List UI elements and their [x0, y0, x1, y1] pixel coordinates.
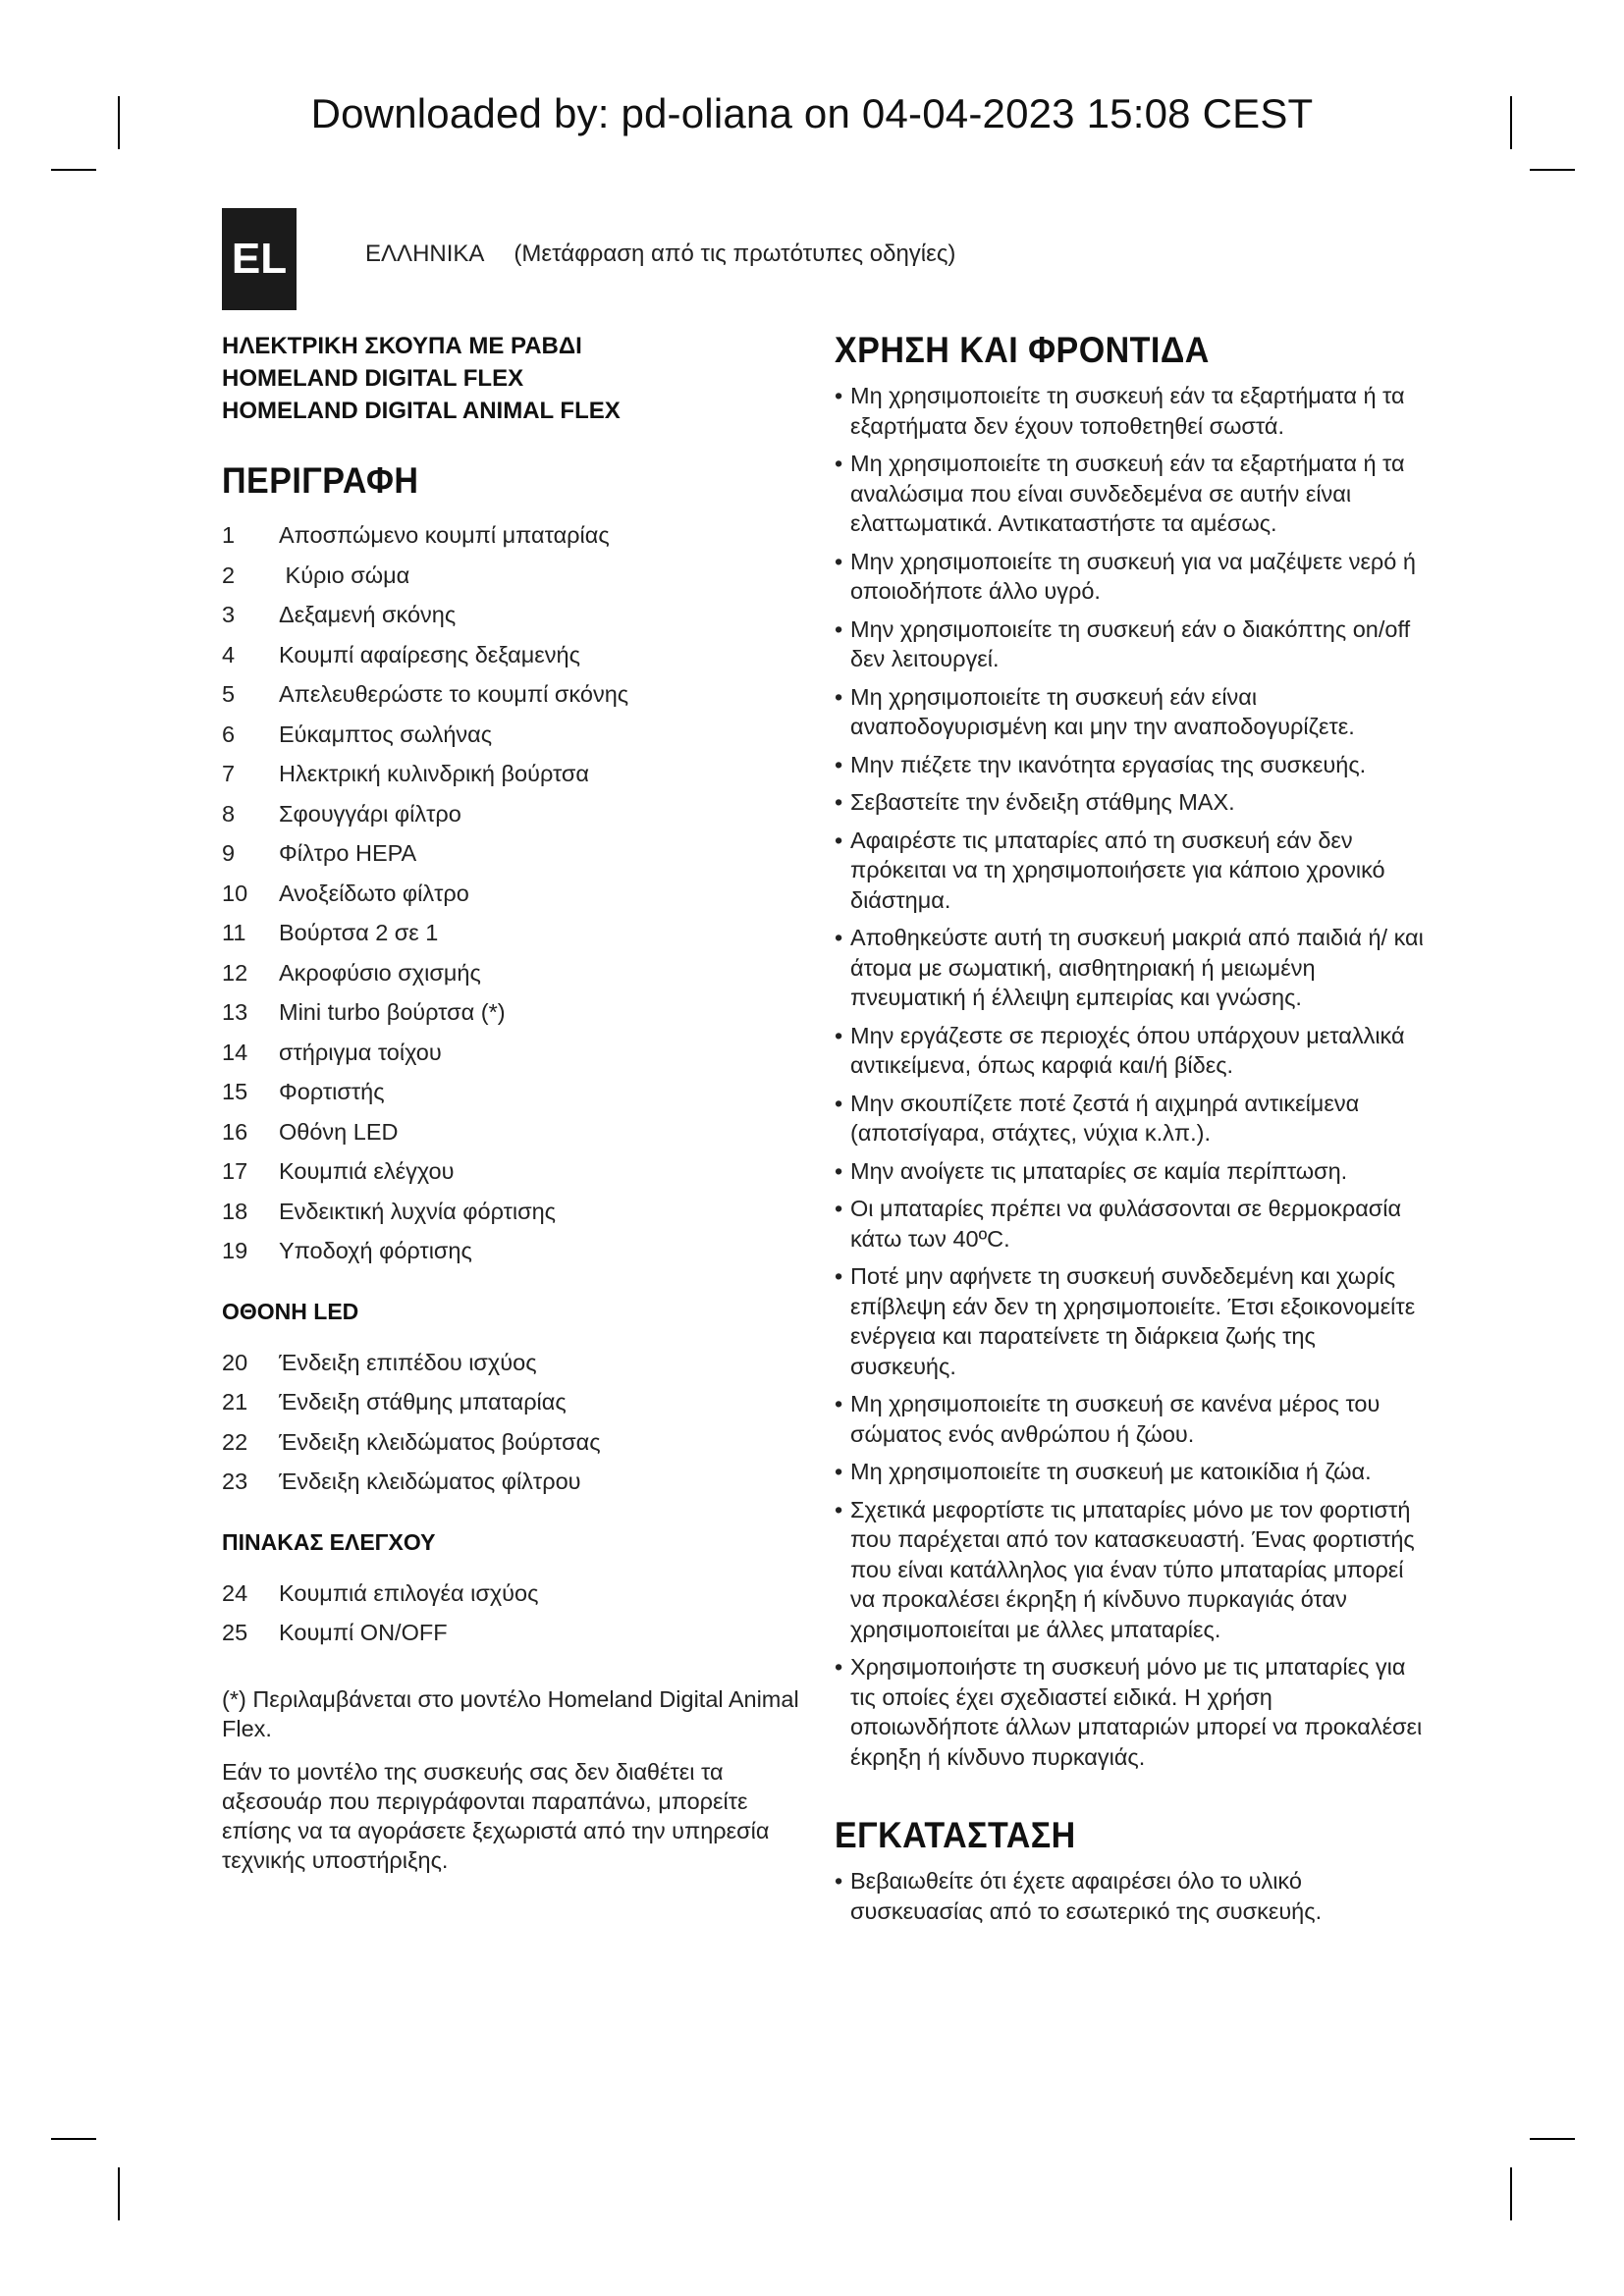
section-title-usage: ΧΡΗΣΗ ΚΑΙ ΦΡΟΝΤΙΔΑ: [835, 330, 1210, 370]
item-number: 7: [222, 761, 236, 786]
item-number: 23: [222, 1468, 248, 1494]
description-list: [222, 515, 811, 1271]
bullet-item: • Μην σκουπίζετε ποτέ ζεστά ή αιχμηρά αντικείμενα (αποτσίγαρα, στάχτες, νύχια κ.λπ.).: [835, 1089, 1424, 1148]
installation-bullet-list: [835, 1866, 1424, 1926]
item-number: 24: [222, 1579, 248, 1606]
item-label: Κουμπιά επιλογέα ισχύος: [279, 1579, 539, 1606]
section-title-led-display: ΟΘΟΝΗ LED: [222, 1298, 359, 1324]
list-item: [222, 913, 811, 953]
bullet-item: • Βεβαιωθείτε ότι έχετε αφαιρέσει όλο το υλικό συσκευασίας από το εσωτερικό της συσκευής.: [835, 1866, 1424, 1926]
item-number: 14: [222, 1039, 248, 1065]
language-name: ΕΛΛΗΝΙΚΑ: [365, 240, 485, 267]
item-label: Απελευθερώστε το κουμπί σκόνης: [279, 681, 629, 707]
item-number: 21: [222, 1389, 248, 1415]
list-item: [222, 1151, 811, 1192]
item-label: Ένδειξη κλειδώματος φίλτρου: [279, 1468, 581, 1494]
item-number: 2: [222, 561, 236, 588]
footnote-asterisk: (*) Περιλαμβάνεται στο μοντέλο Homeland Digital Animal Flex.: [222, 1685, 799, 1741]
bullet-item: • Αφαιρέστε τις μπαταρίες από τη συσκευή εάν δεν πρόκειται να τη χρησιμοποιήσετε για κάποιο χρονικό διάστημα.: [835, 826, 1424, 916]
list-item: [222, 1033, 811, 1073]
list-item: [222, 754, 811, 794]
list-item: [222, 1112, 811, 1152]
item-number: 16: [222, 1118, 248, 1145]
item-label: Κουμπί ON/OFF: [279, 1620, 448, 1645]
bullet-item: • Μη χρησιμοποιείτε τη συσκευή με κατοικίδια ή ζώα.: [835, 1457, 1424, 1487]
bullet-item: • Μη χρησιμοποιείτε τη συσκευή εάν τα εξαρτήματα ή τα εξαρτήματα δεν έχουν τοποθετηθεί σωστά.: [835, 381, 1424, 441]
bullet-item: • Αποθηκεύστε αυτή τη συσκευή μακριά από παιδιά ή/ και άτομα με σωματική, αισθητηριακή ή μειωμένη πνευματική ή έλλειψη εμπειρίας και γνώσης.: [835, 923, 1424, 1013]
section-title-installation: ΕΓΚΑΤΑΣΤΑΣΗ: [835, 1815, 1076, 1855]
crop-mark: [118, 2167, 120, 2220]
item-number: 13: [222, 999, 248, 1025]
item-number: 22: [222, 1428, 248, 1455]
language-badge: EL: [222, 208, 297, 310]
item-number: 19: [222, 1238, 248, 1263]
item-number: 11: [222, 920, 246, 945]
item-number: 5: [222, 681, 236, 707]
item-label: Εύκαμπτος σωλήνας: [279, 721, 493, 747]
item-number: 4: [222, 641, 236, 667]
item-label: Οθόνη LED: [279, 1118, 399, 1145]
list-item: [222, 674, 811, 715]
list-item: [222, 515, 811, 556]
item-number: 12: [222, 959, 248, 986]
item-number: 9: [222, 840, 236, 866]
language-header: [365, 240, 955, 268]
item-label: Κύριο σώμα: [279, 561, 410, 588]
footnote-accessories: Εάν το μοντέλο της συσκευής σας δεν διαθέτει τα αξεσουάρ που περιγράφονται παραπάνω, μπορείτε επίσης να τα αγοράσετε ξεχωριστά από την υπηρεσία τεχνικής υποστήριξης.: [222, 1758, 770, 1873]
item-label: Δεξαμενή σκόνης: [279, 602, 457, 627]
item-label: Ένδειξη επιπέδου ισχύος: [279, 1349, 537, 1375]
item-label: Φορτιστής: [279, 1079, 385, 1104]
item-label: Υποδοχή φόρτισης: [279, 1238, 472, 1263]
list-item: [222, 1343, 811, 1383]
list-item: [222, 1192, 811, 1232]
translation-note: (Μετάφραση από τις πρωτότυπες οδηγίες): [514, 240, 956, 267]
item-label: στήριγμα τοίχου: [279, 1039, 442, 1065]
item-number: 20: [222, 1349, 248, 1375]
list-item: [222, 595, 811, 635]
usage-bullet-list: [835, 381, 1424, 1772]
item-label: Ανοξείδωτο φίλτρο: [279, 880, 469, 906]
bullet-item: • Μη χρησιμοποιείτε τη συσκευή σε κανένα μέρος του σώματος ενός ανθρώπου ή ζώου.: [835, 1389, 1424, 1449]
crop-mark: [1530, 169, 1575, 171]
bullet-item: • Σεβαστείτε την ένδειξη στάθμης MAX.: [835, 787, 1424, 818]
product-title: [222, 330, 811, 427]
list-item: [222, 1382, 811, 1422]
item-label: Ηλεκτρική κυλινδρική βούρτσα: [279, 761, 590, 786]
item-number: 17: [222, 1158, 248, 1184]
item-number: 6: [222, 721, 236, 747]
bullet-item: • Οι μπαταρίες πρέπει να φυλάσσονται σε θερμοκρασία κάτω των 40ºC.: [835, 1194, 1424, 1254]
crop-mark: [51, 169, 96, 171]
item-number: 25: [222, 1620, 248, 1645]
bullet-item: • Ποτέ μην αφήνετε τη συσκευή συνδεδεμένη και χωρίς επίβλεψη εάν δεν τη χρησιμοποιείτε. Έτσι εξοικονομείτε ενέργεια και παρατείνετε τη διάρκεια ζωής της συσκευής.: [835, 1261, 1424, 1381]
item-number: 3: [222, 602, 236, 627]
product-model: HOMELAND DIGITAL ANIMAL FLEX: [222, 398, 621, 424]
bullet-item: • Μην χρησιμοποιείτε τη συσκευή εάν ο διακόπτης on/off δεν λειτουργεί.: [835, 614, 1424, 674]
right-column: [835, 330, 1424, 1934]
list-item: [222, 833, 811, 874]
item-label: Ενδεικτική λυχνία φόρτισης: [279, 1198, 557, 1224]
crop-mark: [1530, 2138, 1575, 2140]
item-number: 18: [222, 1198, 248, 1224]
list-item: [222, 715, 811, 755]
item-number: 8: [222, 800, 236, 827]
led-display-list: [222, 1343, 811, 1502]
item-label: Ένδειξη κλειδώματος βούρτσας: [279, 1428, 601, 1455]
bullet-item: • Μην χρησιμοποιείτε τη συσκευή για να μαζέψετε νερό ή οποιοδήποτε άλλο υγρό.: [835, 547, 1424, 607]
product-type: ΗΛΕΚΤΡΙΚΗ ΣΚΟΥΠΑ ΜΕ ΡΑΒΔΙ: [222, 333, 582, 359]
download-banner: Downloaded by: pd-oliana on 04-04-2023 15:08 CEST: [310, 90, 1314, 136]
bullet-item: • Σχετικά μεφορτίστε τις μπαταρίες μόνο με τον φορτιστή που παρέχεται από τον κατασκευαστή. Ένας φορτιστής που είναι κατάλληλος για έναν τύπο μπαταρίας μπορεί να προκαλέσει έκρηξη ή κίνδυνο πυρκαγιάς όταν χρησιμοποιείται με άλλες μπαταρίες.: [835, 1495, 1424, 1645]
item-label: Κουμπιά ελέγχου: [279, 1158, 455, 1184]
bullet-item: • Χρησιμοποιήστε τη συσκευή μόνο με τις μπαταρίες για τις οποίες έχει σχεδιαστεί ειδικά. Η χρήση οποιωνδήποτε άλλων μπαταριών μπορεί να προκαλέσει έκρηξη ή κίνδυνο πυρκαγιάς.: [835, 1652, 1424, 1772]
item-number: 10: [222, 880, 248, 906]
list-item: [222, 874, 811, 914]
section-title-control-panel: ΠΙΝΑΚΑΣ ΕΛΕΓΧΟΥ: [222, 1528, 436, 1555]
bullet-item: • Μην εργάζεστε σε περιοχές όπου υπάρχουν μεταλλικά αντικείμενα, όπως καρφιά και/ή βίδες.: [835, 1021, 1424, 1081]
list-item: [222, 953, 811, 993]
item-label: Κουμπί αφαίρεσης δεξαμενής: [279, 641, 580, 667]
item-number: 15: [222, 1079, 248, 1104]
item-number: 1: [222, 522, 236, 548]
item-label: Αποσπώμενο κουμπί μπαταρίας: [279, 522, 610, 548]
list-item: [222, 992, 811, 1033]
list-item: [222, 556, 811, 596]
crop-mark: [51, 2138, 96, 2140]
list-item: [222, 1072, 811, 1112]
list-item: [222, 1613, 811, 1653]
bullet-item: • Μη χρησιμοποιείτε τη συσκευή εάν είναι αναποδογυρισμένη και μην την αναποδογυρίζετε.: [835, 682, 1424, 742]
item-label: Βούρτσα 2 σε 1: [279, 920, 439, 945]
bullet-item: • Μην πιέζετε την ικανότητα εργασίας της συσκευής.: [835, 750, 1424, 780]
item-label: Σφουγγάρι φίλτρο: [279, 800, 461, 827]
item-label: Φίλτρο HEPA: [279, 840, 417, 866]
list-item: [222, 635, 811, 675]
list-item: [222, 1231, 811, 1271]
crop-mark: [1510, 2167, 1512, 2220]
product-model: HOMELAND DIGITAL FLEX: [222, 365, 524, 392]
list-item: [222, 1462, 811, 1502]
item-label: Mini turbo βούρτσα (*): [279, 999, 506, 1025]
left-column: [222, 330, 811, 1875]
list-item: [222, 1574, 811, 1614]
bullet-item: • Μην ανοίγετε τις μπαταρίες σε καμία περίπτωση.: [835, 1156, 1424, 1187]
section-title-description: ΠΕΡΙΓΡΑΦΗ: [222, 460, 419, 501]
item-label: Ακροφύσιο σχισμής: [279, 959, 481, 986]
list-item: [222, 1422, 811, 1463]
control-panel-list: [222, 1574, 811, 1653]
list-item: [222, 794, 811, 834]
item-label: Ένδειξη στάθμης μπαταρίας: [279, 1389, 567, 1415]
bullet-item: • Μη χρησιμοποιείτε τη συσκευή εάν τα εξαρτήματα ή τα αναλώσιμα που είναι συνδεδεμένα σε αυτήν είναι ελαττωματικά. Αντικαταστήστε τα αμέσως.: [835, 449, 1424, 539]
